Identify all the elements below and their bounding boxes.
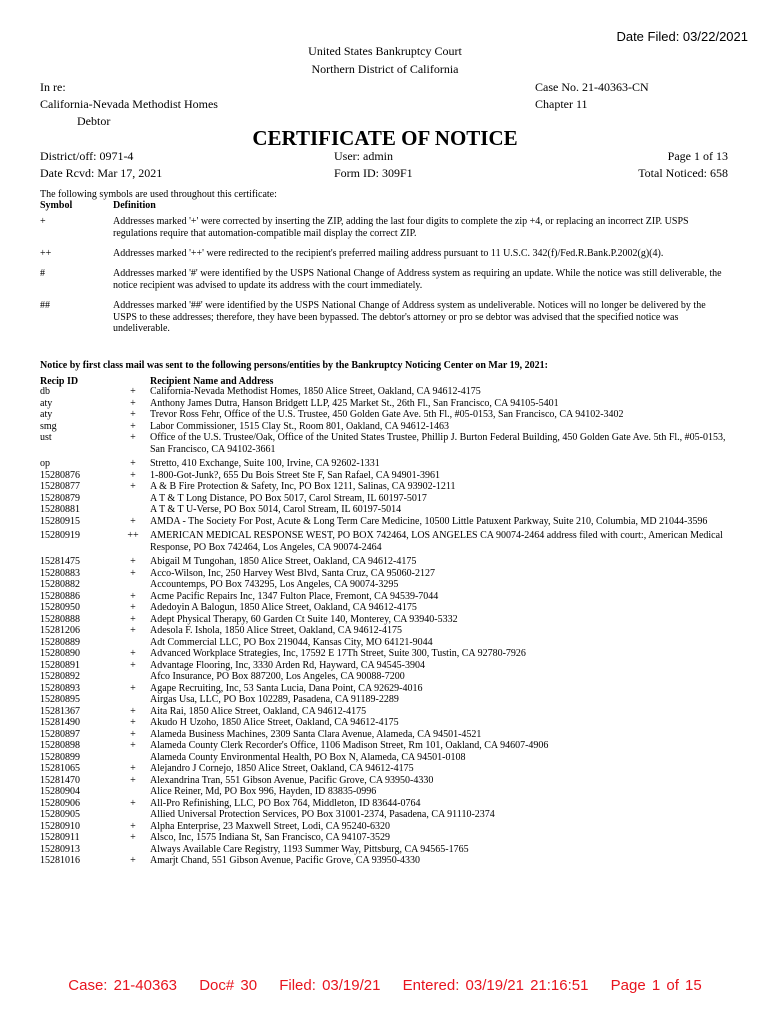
recipient-name-address: Alice Reiner, Md, PO Box 996, Hayden, ID 83835-0996	[150, 786, 377, 797]
recipient-id: 15281490	[40, 717, 80, 728]
debtor-role: Debtor	[77, 114, 111, 128]
recipient-id: op	[40, 458, 50, 469]
symbol-definition: Addresses marked '++' were redirected to the recipient's preferred mailing address pursuant to 11 U.S.C. 342(f)/Fed.R.Bank.P.2002(g)(4).	[113, 248, 664, 259]
recipient-row	[0, 591, 770, 603]
recipient-id: 15280879	[40, 492, 80, 504]
recipient-id: 15280882	[40, 579, 80, 590]
recipient-row	[0, 832, 770, 844]
recipient-name-address: Always Available Care Registry, 1193 Summer Way, Pittsburg, CA 94565-1765	[150, 843, 469, 855]
symbol-definition: Addresses marked '#' were identified by the USPS National Change of Address system as requiring an update. While the notice was still deliverable, the notice recipient was advised to update its address with the court immediately.	[113, 268, 722, 291]
recipient-id: 15280889	[40, 636, 80, 648]
recipient-name-address: Alpha Enterprise, 23 Maxwell Street, Lodi, CA 95240-6320	[150, 820, 390, 832]
recipient-name-address: Airgas Usa, LLC, PO Box 102289, Pasadena, CA 91189-2289	[150, 694, 399, 705]
recipient-mark: +	[130, 625, 136, 636]
recipient-row	[0, 798, 770, 810]
recipient-name-address: Alejandro J Cornejo, 1850 Alice Street, Oakland, CA 94612-4175	[150, 763, 414, 774]
recipient-id: 15280906	[40, 797, 80, 809]
recipient-name-address: AMERICAN MEDICAL RESPONSE WEST, PO BOX 742464, LOS ANGELES CA 90074-2464 address filed with court:, American Medical Response, PO Box 742464, Los Angeles, CA 90074-2464	[150, 530, 723, 553]
recipient-name-address: Alameda County Clerk Recorder's Office, 1106 Madison Street, Rm 101, Oakland, CA 94607-4906	[150, 740, 549, 751]
page-counter: Page 1 of 13	[667, 149, 728, 163]
recipient-row	[0, 809, 770, 821]
recipient-mark: +	[130, 458, 136, 469]
recipient-id: 15281367	[40, 705, 80, 717]
recipient-mark: +	[130, 432, 136, 443]
symbol-column-header: Symbol	[40, 200, 73, 211]
recipient-mark: +	[130, 832, 136, 843]
definition-column-header: Definition	[113, 200, 156, 211]
recipient-mark: +	[130, 855, 136, 866]
recipient-list	[0, 386, 770, 867]
recipient-name-address: Advanced Workplace Strategies, Inc, 17592 E 17Th Street, Suite 300, Tustin, CA 92780-7926	[150, 648, 526, 659]
recipient-mark: +	[130, 613, 136, 625]
recipient-name-address: Alexandrina Tran, 551 Gibson Avenue, Pacific Grove, CA 93950-4330	[150, 774, 434, 786]
recipient-mark: +	[130, 515, 136, 527]
recipient-name-address: Labor Commissioner, 1515 Clay St., Room 801, Oakland, CA 94612-1463	[150, 420, 450, 432]
recipient-mark: +	[130, 728, 136, 740]
recipient-row	[0, 602, 770, 614]
recipient-name-address: Acco-Wilson, Inc, 250 Harvey West Blvd, Santa Cruz, CA 95060-2127	[150, 567, 435, 579]
symbol-code: #	[40, 268, 45, 279]
chapter: Chapter 11	[535, 97, 588, 111]
recipient-row	[0, 821, 770, 833]
recipient-name-address: Akudo H Uzoho, 1850 Alice Street, Oakland, CA 94612-4175	[150, 717, 399, 728]
recipient-id: 15280877	[40, 481, 80, 492]
footer-filed: Filed: 03/19/21	[279, 977, 381, 994]
recipient-name-address: AMDA - The Society For Post, Acute & Long Term Care Medicine, 10500 Little Patuxent Parkway, Suite 210, Columbia, MD 21044-3596	[150, 515, 708, 527]
recipient-name-address: Adedoyin A Balogun, 1850 Alice Street, Oakland, CA 94612-4175	[150, 602, 417, 613]
recipient-name-address: Alameda County Environmental Health, PO Box N, Alameda, CA 94501-0108	[150, 751, 466, 763]
recipient-mark: +	[130, 567, 136, 579]
recipient-row	[0, 530, 770, 553]
recipient-name-address: All-Pro Refinishing, LLC, PO Box 764, Middleton, ID 83644-0764	[150, 797, 421, 809]
recipient-row	[0, 481, 770, 493]
recipient-row	[0, 775, 770, 787]
recipient-row	[0, 458, 770, 470]
recipient-row	[0, 752, 770, 764]
case-number: Case No. 21-40363-CN	[535, 80, 649, 94]
recipient-name-address: Stretto, 410 Exchange, Suite 100, Irvine, CA 92602-1331	[150, 458, 380, 469]
recipient-name-address: Allied Universal Protection Services, PO Box 31001-2374, Pasadena, CA 91110-2374	[150, 809, 495, 820]
recipient-id: 15280883	[40, 567, 80, 579]
recipient-row	[0, 855, 770, 867]
recipient-name-address: Anthony James Dutra, Hanson Bridgett LLP, 425 Market St., 26th Fl., San Francisco, CA 94105-5401	[150, 397, 559, 409]
recipient-mark: +	[130, 409, 136, 420]
recipient-mark: +	[130, 469, 136, 481]
recipient-row	[0, 671, 770, 683]
recipient-row	[0, 504, 770, 516]
recipient-id: 15280897	[40, 728, 80, 740]
recipient-name-address: A & B Fire Protection & Safety, Inc, PO Box 1211, Salinas, CA 93902-1211	[150, 481, 456, 492]
district-office: District/off: 0971-4	[40, 149, 134, 163]
recipient-name-address: Accountemps, PO Box 743295, Los Angeles, CA 90074-3295	[150, 579, 399, 590]
recipient-id: 15280898	[40, 740, 80, 751]
recipient-id: 15280893	[40, 682, 80, 694]
in-re-label: In re:	[40, 80, 66, 94]
recipient-id: 15280910	[40, 820, 80, 832]
footer-page: Page 1 of 15	[610, 977, 702, 994]
recipient-id: smg	[40, 420, 57, 432]
recipient-id: 15280913	[40, 843, 80, 855]
user-label: User: admin	[334, 149, 393, 163]
recipient-id: 15280895	[40, 694, 80, 705]
recipient-mark: +	[130, 797, 136, 809]
recipient-mark: +	[130, 397, 136, 409]
recipient-mark: +	[130, 705, 136, 717]
recipient-id: 15280892	[40, 671, 80, 682]
recipient-id: 15280891	[40, 659, 80, 671]
total-noticed: Total Noticed: 658	[638, 166, 728, 180]
recipient-name-address: Agape Recruiting, Inc, 53 Santa Lucia, Dana Point, CA 92629-4016	[150, 682, 423, 694]
date-received: Date Rcvd: Mar 17, 2021	[40, 166, 163, 180]
recipient-id: 15280919	[40, 530, 80, 541]
footer-entered: Entered: 03/19/21 21:16:51	[402, 977, 589, 994]
recipient-mark: +	[130, 590, 136, 602]
recipient-name-address: Abigail M Tungohan, 1850 Alice Street, Oakland, CA 94612-4175	[150, 556, 417, 567]
recipient-name-address: A T & T U-Verse, PO Box 5014, Carol Stream, IL 60197-5014	[150, 504, 402, 515]
recipient-id: 15280876	[40, 469, 80, 481]
recipient-name-address: Adesola F. Ishola, 1850 Alice Street, Oakland, CA 94612-4175	[150, 625, 402, 636]
footer-doc: Doc# 30	[199, 977, 258, 994]
recipient-name-address: Trevor Ross Fehr, Office of the U.S. Trustee, 450 Golden Gate Ave. 5th Fl., #05-0153, San Francisco, CA 94102-3402	[150, 409, 624, 420]
recipient-row	[0, 844, 770, 856]
recipient-row	[0, 398, 770, 410]
recipient-mark: +	[130, 774, 136, 786]
recipient-row	[0, 568, 770, 580]
debtor-name: California-Nevada Methodist Homes	[40, 97, 218, 111]
recipient-row	[0, 516, 770, 528]
recipient-row	[0, 786, 770, 798]
recipient-row	[0, 717, 770, 729]
recipient-mark: ++	[127, 530, 139, 541]
recipient-name-address: Adt Commercial LLC, PO Box 219044, Kansas City, MO 64121-9044	[150, 636, 433, 648]
symbol-code: +	[40, 216, 46, 227]
symbol-definition: Addresses marked '##' were identified by the USPS National Change of Address system as undeliverable. Notices will no longer be delivered by the USPS to these addresses; therefore, they have been bypassed. The debtor's attorney or pro se debtor was advised that the specified notice was undeliverable.	[113, 300, 706, 334]
recipient-mark: +	[130, 481, 136, 492]
recipient-row	[0, 614, 770, 626]
recipient-row	[0, 421, 770, 433]
recipient-id: 15280886	[40, 590, 80, 602]
recipient-row	[0, 493, 770, 505]
notice-statement: Notice by first class mail was sent to the following persons/entities by the Bankruptcy Noticing Center on Mar 19, 2021:	[40, 360, 548, 371]
recipient-row	[0, 729, 770, 741]
page-title: CERTIFICATE OF NOTICE	[252, 126, 518, 150]
recip-id-column-header: Recip ID	[40, 376, 79, 387]
recipient-id: 15280911	[40, 832, 80, 843]
recipient-row	[0, 648, 770, 660]
recipient-row	[0, 694, 770, 706]
recipient-name-address: Aita Rai, 1850 Alice Street, Oakland, CA 94612-4175	[150, 705, 367, 717]
recipient-row	[0, 470, 770, 482]
recipient-id: 15280950	[40, 602, 80, 613]
date-filed-stamp: Date Filed: 03/22/2021	[616, 29, 748, 44]
recipient-id: 15281065	[40, 763, 80, 774]
recipient-row	[0, 637, 770, 649]
recipient-row	[0, 660, 770, 672]
recipient-id: ust	[40, 432, 52, 443]
footer-case: Case: 21-40363	[68, 977, 178, 994]
recipient-id: 15281016	[40, 855, 80, 866]
form-id: Form ID: 309F1	[334, 166, 413, 180]
recipient-id: 15280888	[40, 613, 80, 625]
recipient-name-address: Amarjt Chand, 551 Gibson Avenue, Pacific Grove, CA 93950-4330	[150, 855, 421, 866]
recipient-row	[0, 409, 770, 421]
recipient-mark: +	[130, 820, 136, 832]
recipient-mark: +	[130, 763, 136, 774]
recipient-id: 15281475	[40, 556, 80, 567]
recipient-row	[0, 683, 770, 695]
recipient-name-address: Advantage Flooring, Inc, 3330 Arden Rd, Hayward, CA 94545-3904	[150, 659, 425, 671]
recipient-mark: +	[130, 602, 136, 613]
recipient-id: 15280915	[40, 515, 80, 527]
recipient-id: 15280905	[40, 809, 80, 820]
recipient-name-address: Acme Pacific Repairs Inc, 1347 Fulton Place, Fremont, CA 94539-7044	[150, 590, 439, 602]
court-district: Northern District of California	[311, 62, 459, 76]
recipient-column-header: Recipient Name and Address	[150, 376, 274, 387]
symbols-intro: The following symbols are used throughout this certificate:	[40, 189, 277, 200]
recipient-id: 15280881	[40, 504, 80, 515]
recipient-id: 15281470	[40, 774, 80, 786]
recipient-id: db	[40, 386, 50, 397]
recipient-row	[0, 706, 770, 718]
symbol-definition: Addresses marked '+' were corrected by inserting the ZIP, adding the last four digits to complete the zip +4, or replacing an incorrect ZIP. USPS regulations require that automation-compatible mail display the correct ZIP.	[113, 216, 689, 239]
recipient-row	[0, 740, 770, 752]
recipient-id: aty	[40, 397, 53, 409]
recipient-id: aty	[40, 409, 53, 420]
recipient-id: 15280890	[40, 648, 80, 659]
recipient-mark: +	[130, 386, 136, 397]
recipient-mark: +	[130, 740, 136, 751]
symbol-code: ##	[40, 300, 50, 311]
recipient-name-address: Afco Insurance, PO Box 887200, Los Angeles, CA 90088-7200	[150, 671, 405, 682]
recipient-mark: +	[130, 682, 136, 694]
recipient-mark: +	[130, 648, 136, 659]
recipient-name-address: Alameda Business Machines, 2309 Santa Clara Avenue, Alameda, CA 94501-4521	[150, 728, 482, 740]
filing-footer	[0, 977, 770, 994]
recipient-mark: +	[130, 659, 136, 671]
symbol-code: ++	[40, 248, 52, 259]
recipient-name-address: A T & T Long Distance, PO Box 5017, Carol Stream, IL 60197-5017	[150, 492, 427, 504]
recipient-name-address: Office of the U.S. Trustee/Oak, Office of the United States Trustee, Phillip J. Burton Federal Building, 450 Golden Gate Ave. 5th Fl., #05-0153, San Francisco, CA 94102-3661	[150, 432, 726, 455]
recipient-row	[0, 579, 770, 591]
recipient-name-address: 1-800-Got-Junk?, 655 Du Bois Street Ste F, San Rafael, CA 94901-3961	[150, 469, 441, 481]
recipient-row	[0, 556, 770, 568]
recipient-row	[0, 625, 770, 637]
court-name: United States Bankruptcy Court	[308, 44, 462, 58]
recipient-id: 15281206	[40, 625, 80, 636]
recipient-name-address: Alsco, Inc, 1575 Indiana St, San Francisco, CA 94107-3529	[150, 832, 390, 843]
recipient-mark: +	[130, 556, 136, 567]
recipient-row	[0, 763, 770, 775]
recipient-row	[0, 432, 770, 455]
recipient-name-address: California-Nevada Methodist Homes, 1850 Alice Street, Oakland, CA 94612-4175	[150, 386, 481, 397]
recipient-mark: +	[130, 420, 136, 432]
recipient-id: 15280899	[40, 751, 80, 763]
recipient-row	[0, 386, 770, 398]
recipient-name-address: Adept Physical Therapy, 60 Garden Ct Suite 140, Monterey, CA 93940-5332	[150, 613, 458, 625]
recipient-id: 15280904	[40, 786, 80, 797]
recipient-mark: +	[130, 717, 136, 728]
